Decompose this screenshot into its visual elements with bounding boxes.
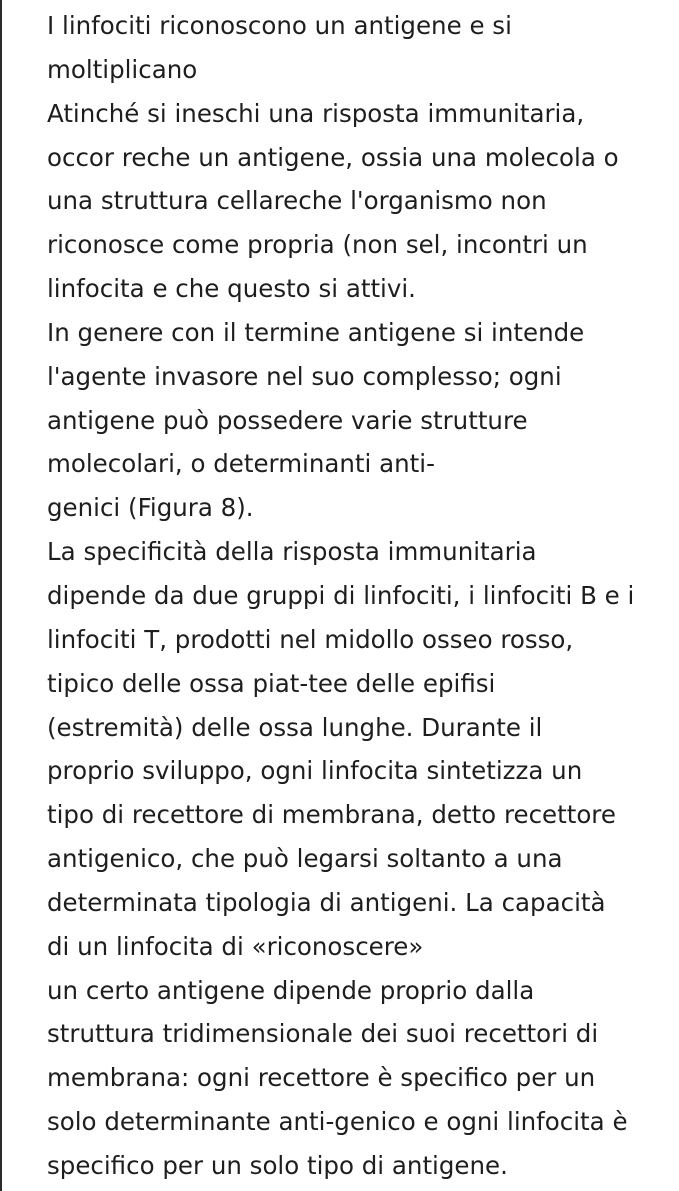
text-line: Atinché si ineschi una risposta immunitaria,: [47, 98, 585, 128]
text-line: specifico per un solo tipo di antigene.: [47, 1150, 508, 1180]
text-line: una struttura cellareche l'organismo non: [47, 186, 547, 216]
text-line: La specificità della risposta immunitaria: [47, 537, 537, 567]
text-line: tipico delle ossa piat-tee delle epifisi: [47, 668, 496, 698]
text-line: antigene può possedere varie strutture: [47, 405, 528, 435]
text-line: molecolari, o determinanti anti-: [47, 449, 435, 479]
text-line: I linfociti riconoscono un antigene e si: [47, 11, 512, 40]
text-line: dipende da due gruppi di linfociti, i linfociti B e i: [47, 580, 635, 610]
text-line: un certo antigene dipende proprio dalla: [47, 975, 535, 1005]
text-line: In genere con il termine antigene si intende: [47, 317, 585, 347]
text-line: membrana: ogni recettore è specifico per un: [47, 1063, 596, 1093]
text-line: occor reche un antigene, ossia una molecola o: [47, 142, 619, 172]
text-line: riconosce come propria (non sel, incontri un: [47, 230, 588, 260]
left-border-line: [0, 0, 2, 1191]
text-line: solo determinante anti-genico e ogni linfocita è: [47, 1107, 628, 1137]
text-line: moltiplicano: [47, 54, 198, 84]
document-text: [47, 0, 671, 1188]
text-line: linfocita e che questo si attivi.: [47, 274, 416, 304]
text-line: antigenico, che può legarsi soltanto a una: [47, 844, 563, 874]
text-line: determinata tipologia di antigeni. La capacità: [47, 887, 606, 917]
text-line: struttura tridimensionale dei suoi recettori di: [47, 1019, 599, 1049]
text-line: (estremità) delle ossa lunghe. Durante il: [47, 712, 543, 742]
text-line: tipo di recettore di membrana, detto recettore: [47, 800, 616, 830]
text-line: linfociti T, prodotti nel midollo osseo rosso,: [47, 624, 574, 654]
text-line: di un linfocita di «riconoscere»: [47, 931, 424, 961]
text-line: genici (Figura 8).: [47, 493, 254, 523]
text-line: l'agente invasore nel suo complesso; ogni: [47, 361, 562, 391]
text-line: proprio sviluppo, ogni linfocita sintetizza un: [47, 756, 583, 786]
